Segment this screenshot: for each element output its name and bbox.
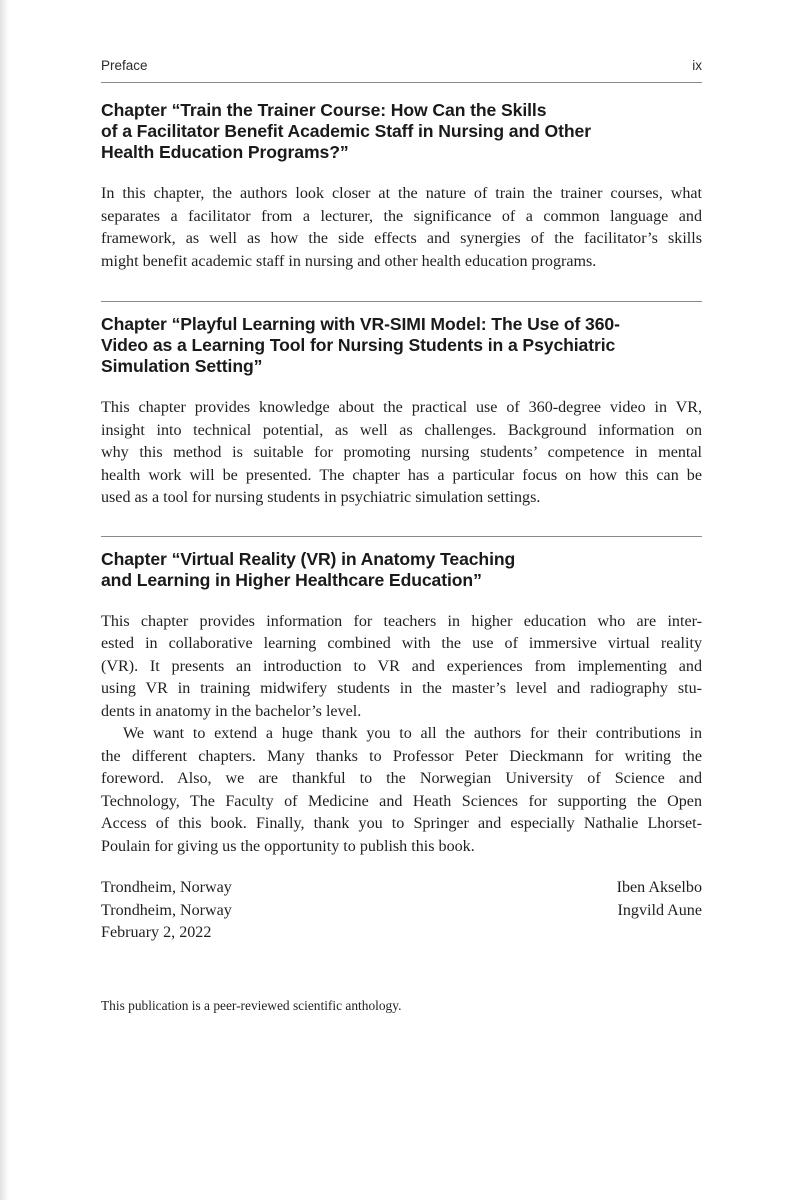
signature-row [101,922,702,945]
acknowledgement-paragraph [101,723,702,858]
text-line: This chapter provides information for teachers in higher education who are inter- [101,612,702,630]
chapter-section-playful-learning [101,314,702,510]
chapter-title-line: and Learning in Higher Healthcare Education” [101,569,482,590]
book-page [101,58,702,1014]
chapter-title-line: Chapter “Virtual Reality (VR) in Anatomy Teaching [101,548,516,569]
text-line: Poulain for giving us the opportunity to publish this book. [101,837,475,855]
text-line: foreword. Also, we are thankful to the Norwegian University of Science and [101,770,702,787]
chapter-summary [101,611,702,724]
signature-place: Trondheim, Norway [101,901,232,919]
text-line: insight into technical potential, as well as challenges. Background information on [101,421,702,439]
text-line: used as a tool for nursing students in psychiatric simulation settings. [101,489,541,506]
text-line: dents in anatomy in the bachelor’s level. [101,702,362,720]
chapter-title [101,100,702,163]
chapter-section-vr-anatomy [101,549,702,859]
chapter-title-line: Chapter “Playful Learning with VR-SIMI Model: The Use of 360- [101,314,620,334]
running-head [101,58,702,83]
text-line: Technology, The Faculty of Medicine and Heath Sciences for supporting the Open [101,792,702,810]
signature-place: Trondheim, Norway [101,879,232,896]
text-line: ested in collaborative learning combined with the use of immersive virtual reality [101,635,702,652]
signature-block [101,877,702,945]
page-number: ix [692,58,702,73]
text-line: In this chapter, the authors look closer at the nature of train the trainer courses, what [101,185,702,202]
signature-author: Iben Akselbo [616,879,702,896]
chapter-summary [101,397,702,510]
chapter-title-line: Health Education Programs?” [101,142,349,162]
text-line: (VR). It presents an introduction to VR and experiences from implementing and [101,657,702,675]
text-line: why this method is suitable for promoting nursing students’ competence in mental [101,444,702,461]
signature-date: February 2, 2022 [101,924,212,941]
text-line: might benefit academic staff in nursing and other health education programs. [101,252,597,270]
text-line: This chapter provides knowledge about the practical use of 360-degree video in VR, [101,399,702,416]
text-line: using VR in training midwifery students in the master’s level and radiography stu- [101,680,702,697]
text-line: Access of this book. Finally, thank you to Springer and especially Nathalie Lhorset- [101,815,702,832]
signature-row [101,877,702,900]
chapter-title-line: Simulation Setting” [101,356,263,376]
chapter-summary [101,183,702,273]
chapter-section-train-the-trainer [101,100,702,273]
section-divider [101,301,702,302]
chapter-title-line: of a Facilitator Benefit Academic Staff in Nursing and Other [101,121,591,141]
text-line: separates a facilitator from a lecturer, the significance of a common language and [101,207,702,225]
chapter-title [101,314,702,377]
text-line: framework, as well as how the side effects and synergies of the facilitator’s skills [101,230,702,247]
chapter-title [101,549,702,591]
signature-row [101,900,702,923]
chapter-title-line: Video as a Learning Tool for Nursing Students in a Psychiatric [101,335,616,355]
chapter-title-line: Chapter “Train the Trainer Course: How Can the Skills [101,100,547,120]
signature-author: Ingvild Aune [617,901,702,919]
footnote: This publication is a peer-reviewed scientific anthology. [101,997,402,1013]
section-divider [101,536,702,537]
running-head-section: Preface [101,58,148,73]
text-line: health work will be presented. The chapter has a particular focus on how this can be [101,466,702,484]
text-line: We want to extend a huge thank you to all the authors for their contributions in [123,725,702,742]
page-spine-shadow [0,0,10,1200]
text-line: the different chapters. Many thanks to Professor Peter Dieckmann for writing the [101,747,702,765]
